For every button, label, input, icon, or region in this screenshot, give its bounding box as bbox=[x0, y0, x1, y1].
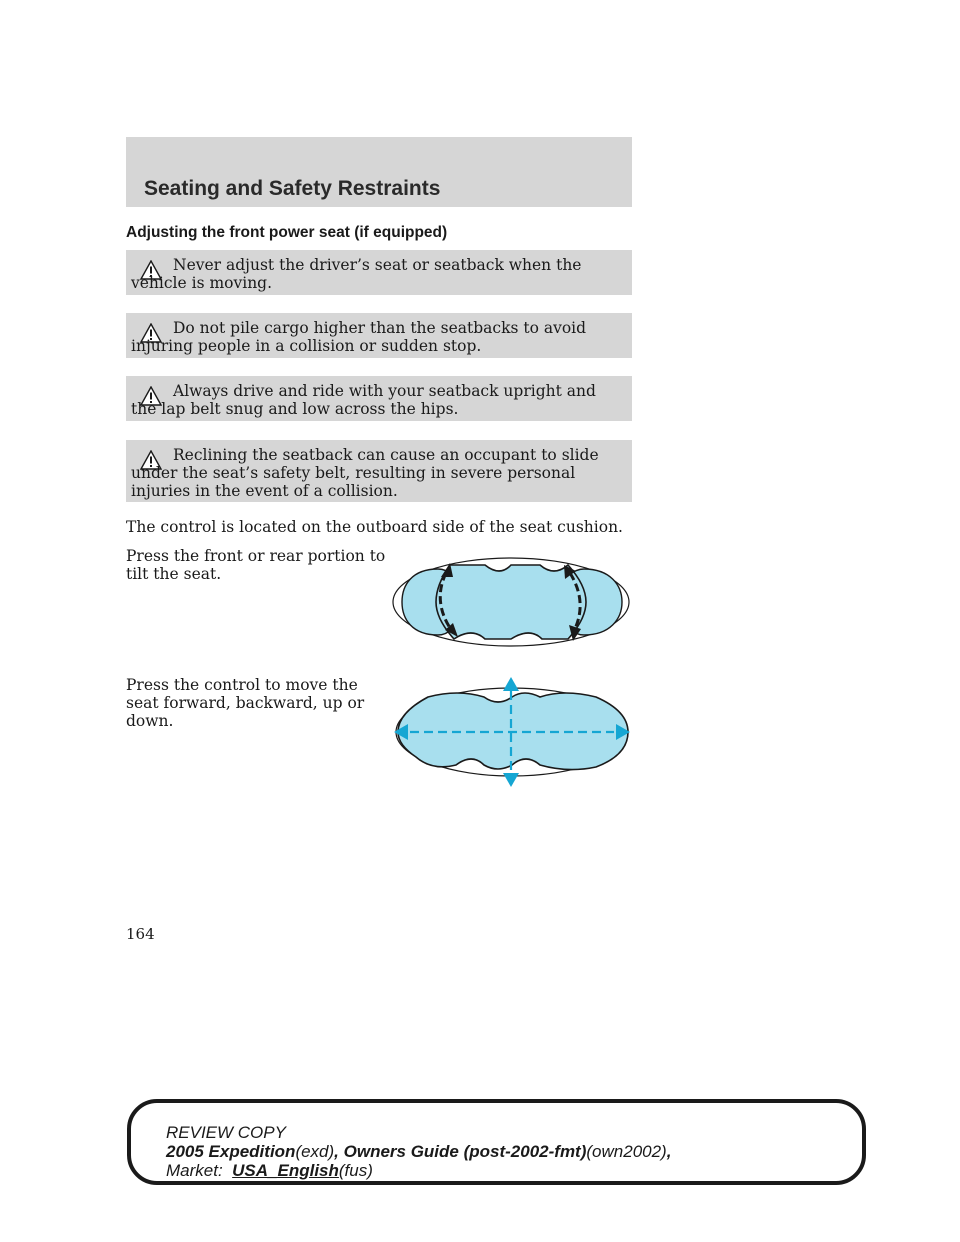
footer-guide: Owners Guide (post-2002-fmt) bbox=[343, 1142, 587, 1161]
paragraph-move: Press the control to move the seat forward, backward, up or down. bbox=[126, 676, 365, 730]
seat-control-tilt-diagram bbox=[390, 555, 635, 650]
warning-box bbox=[126, 376, 632, 421]
warning-box bbox=[126, 250, 632, 295]
warning-text: Do not pile cargo higher than the seatbacks to avoid injuring people in a collision or sudden stop. bbox=[131, 319, 587, 355]
footer-market-label: Market: bbox=[166, 1161, 223, 1180]
warning-text: Always drive and ride with your seatback upright and the lap belt snug and low across the hips. bbox=[131, 382, 596, 418]
warning-box bbox=[126, 440, 632, 502]
footer-guide-code: (own2002) bbox=[586, 1142, 667, 1161]
footer-market-code: (fus) bbox=[338, 1161, 373, 1180]
subheading: Adjusting the front power seat (if equipped) bbox=[126, 224, 448, 241]
page-number: 164 bbox=[126, 925, 155, 943]
footer-model-code: (exd) bbox=[295, 1142, 335, 1161]
section-header-band bbox=[126, 137, 632, 207]
warning-box bbox=[126, 313, 632, 358]
seat-control-move-diagram bbox=[388, 675, 638, 790]
footer-review-copy: REVIEW COPY bbox=[166, 1123, 286, 1142]
footer-separator: , bbox=[334, 1142, 344, 1161]
footer-market-line bbox=[166, 1161, 373, 1181]
footer-trail: , bbox=[666, 1142, 672, 1161]
warning-text: Never adjust the driver’s seat or seatback when the vehicle is moving. bbox=[131, 256, 582, 292]
footer-model-line bbox=[166, 1142, 671, 1162]
footer-model: 2005 Expedition bbox=[166, 1142, 296, 1161]
paragraph-tilt: Press the front or rear portion to tilt the seat. bbox=[126, 547, 386, 583]
footer-market: USA_English bbox=[232, 1161, 339, 1180]
paragraph-control-location: The control is located on the outboard side of the seat cushion. bbox=[126, 518, 623, 536]
section-title: Seating and Safety Restraints bbox=[144, 177, 441, 200]
warning-text: Reclining the seatback can cause an occupant to slide under the seat’s safety belt, resulting in severe personal injuries in the event of a collision. bbox=[131, 446, 599, 500]
